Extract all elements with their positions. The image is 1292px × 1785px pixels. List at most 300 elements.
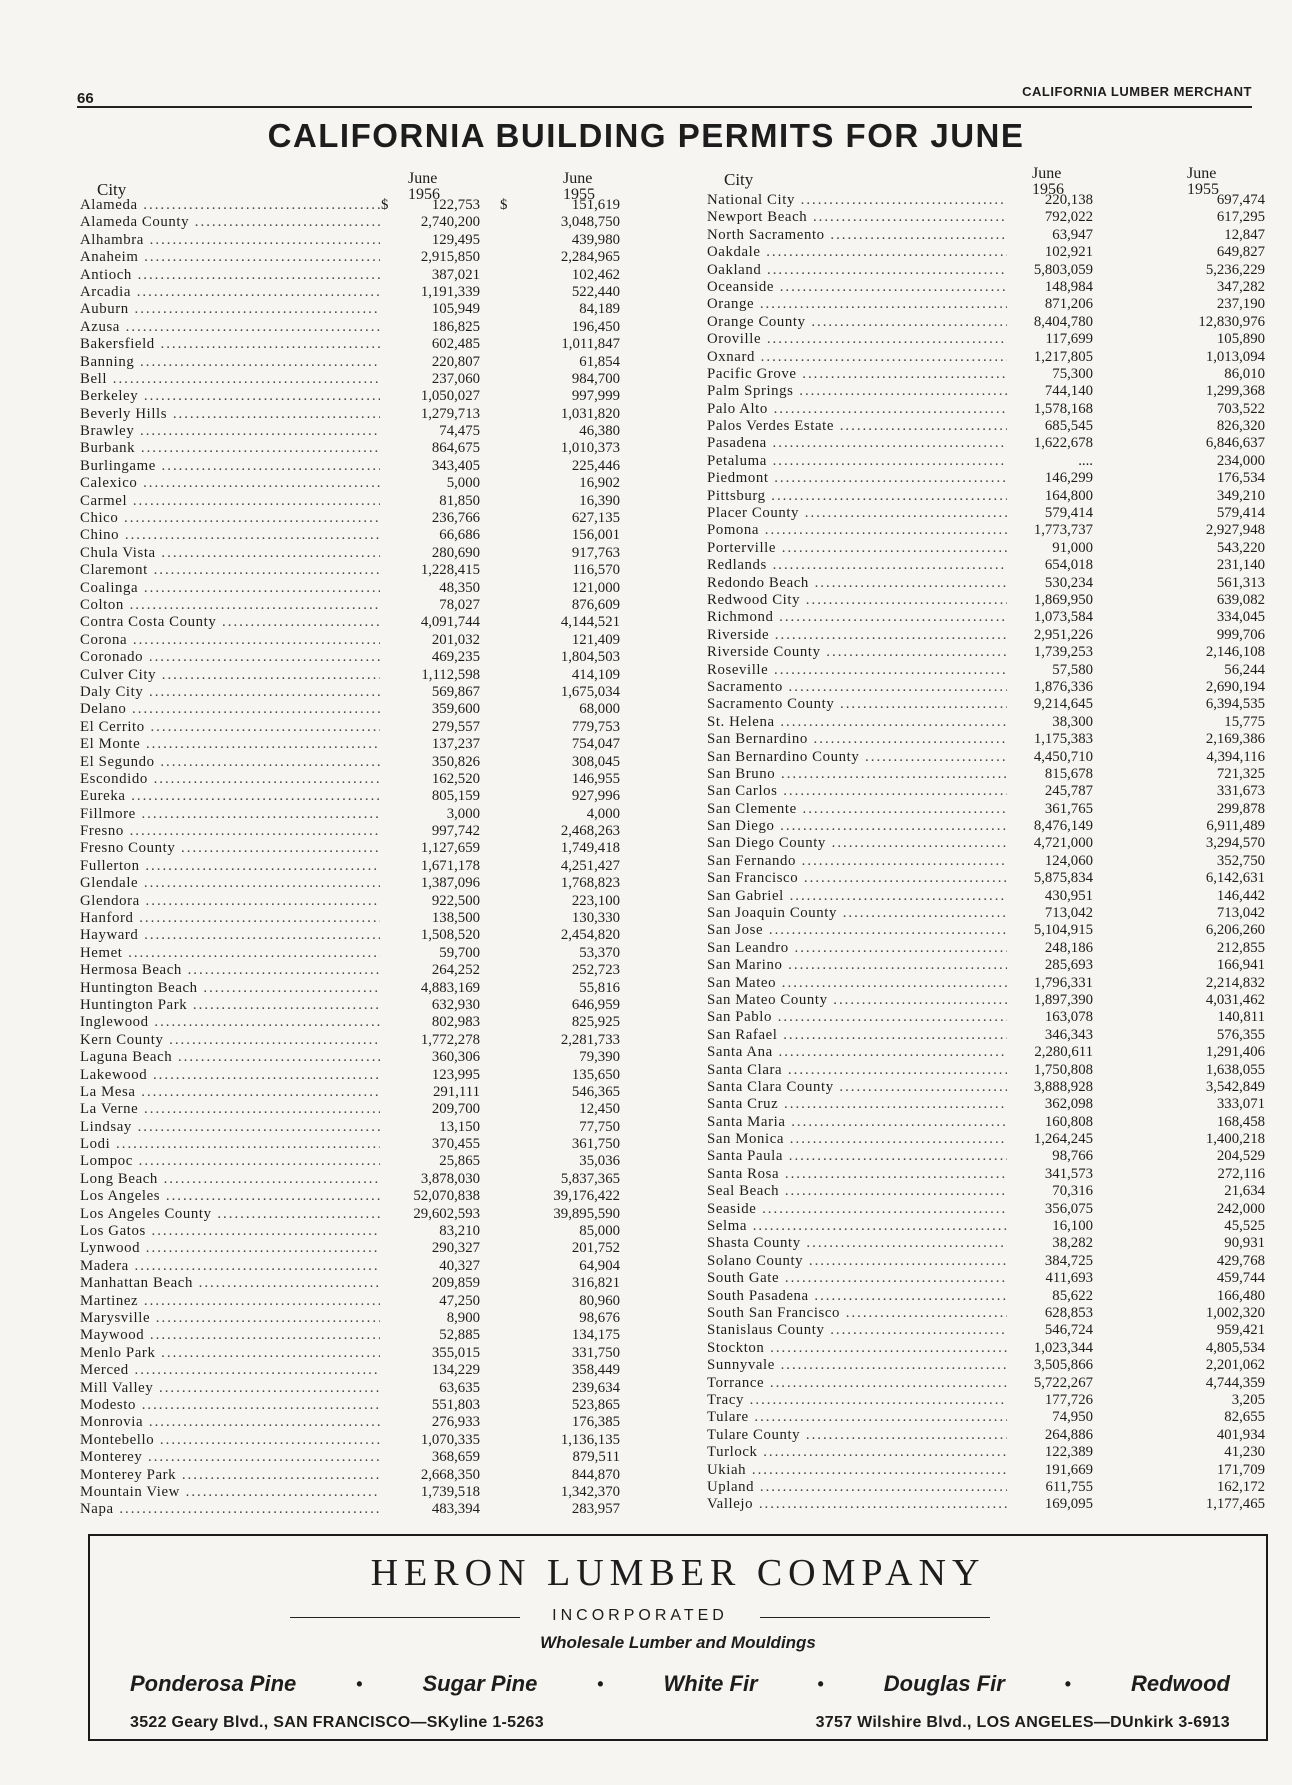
june-1955-value: 3,048,750 bbox=[560, 214, 620, 231]
june-1955-value: 283,957 bbox=[571, 1501, 620, 1518]
june-1955-value: 576,355 bbox=[1216, 1026, 1265, 1043]
city-name: Orange ..... bbox=[707, 296, 1007, 313]
table-row bbox=[707, 679, 1268, 696]
june-1955-value: 231,140 bbox=[1216, 557, 1265, 574]
june-1956-value: 1,772,278 bbox=[420, 1031, 480, 1048]
table-row bbox=[707, 801, 1268, 818]
city-name: Los Angeles County ..... bbox=[80, 1206, 380, 1223]
city-name: Lynwood ..... bbox=[80, 1240, 380, 1257]
city-name: Orange County ..... bbox=[707, 314, 1007, 331]
table-row bbox=[80, 1432, 645, 1449]
table-row bbox=[80, 1362, 645, 1379]
june-1955-value: 825,925 bbox=[571, 1014, 620, 1031]
city-name: Kern County ..... bbox=[80, 1032, 380, 1049]
city-name: San Jose ..... bbox=[707, 922, 1007, 939]
june-1956-value: 1,264,245 bbox=[1033, 1131, 1093, 1148]
table-row bbox=[80, 927, 645, 944]
table-row bbox=[707, 1253, 1268, 1270]
table-row bbox=[707, 1288, 1268, 1305]
city-name: Antioch ..... bbox=[80, 267, 380, 284]
june-1956-value: 628,853 bbox=[1044, 1305, 1093, 1321]
city-name: Oceanside ..... bbox=[707, 279, 1007, 296]
table-row bbox=[80, 1049, 645, 1066]
table-row bbox=[707, 366, 1268, 383]
june-1955-value: 649,827 bbox=[1216, 244, 1265, 261]
june-1955-value: 917,763 bbox=[571, 544, 620, 561]
city-name: San Bernardino ..... bbox=[707, 731, 1007, 748]
june-1955-value: 331,750 bbox=[571, 1344, 620, 1361]
table-row bbox=[80, 597, 645, 614]
table-row bbox=[707, 1201, 1268, 1218]
june-1955-value: 6,142,631 bbox=[1205, 870, 1265, 887]
june-1955-value: 997,999 bbox=[571, 388, 620, 405]
june-1955-value: 361,750 bbox=[571, 1136, 620, 1153]
city-name: South Gate ..... bbox=[707, 1270, 1007, 1287]
table-row bbox=[707, 470, 1268, 487]
june-1955-value: 12,847 bbox=[1224, 226, 1265, 243]
june-1955-value: 151,619 bbox=[571, 197, 620, 213]
city-name: Shasta County ..... bbox=[707, 1235, 1007, 1252]
city-name: Roseville ..... bbox=[707, 662, 1007, 679]
june-1955-value: 171,709 bbox=[1216, 1461, 1265, 1478]
june-1955-value: 239,634 bbox=[571, 1379, 620, 1396]
june-1956-value: 359,600 bbox=[431, 701, 480, 718]
table-row bbox=[80, 1014, 645, 1031]
june-1955-value: 105,890 bbox=[1216, 331, 1265, 348]
table-row bbox=[707, 783, 1268, 800]
june-1955-value: 5,837,365 bbox=[560, 1170, 620, 1187]
june-1955-value: 46,380 bbox=[579, 423, 620, 440]
table-row bbox=[80, 562, 645, 579]
table-row bbox=[707, 331, 1268, 348]
city-name: Alameda ..... bbox=[80, 197, 380, 214]
june-1955-value: 349,210 bbox=[1216, 487, 1265, 504]
table-row bbox=[707, 505, 1268, 522]
table-row bbox=[80, 527, 645, 544]
table-row bbox=[707, 992, 1268, 1009]
june-1955-value: 1,031,820 bbox=[560, 405, 620, 422]
table-body-left bbox=[80, 197, 645, 1519]
june-1956-value: 279,557 bbox=[431, 718, 480, 735]
city-name: San Leandro ..... bbox=[707, 940, 1007, 957]
june-1956-value: 163,078 bbox=[1044, 1009, 1093, 1026]
city-column-header: City bbox=[724, 170, 754, 189]
table-row bbox=[707, 1044, 1268, 1061]
june-1955-value: 401,934 bbox=[1216, 1426, 1265, 1443]
june-1955-value: 2,690,194 bbox=[1205, 678, 1265, 695]
table-row bbox=[80, 858, 645, 875]
city-name: North Sacramento ..... bbox=[707, 227, 1007, 244]
table-row bbox=[80, 1206, 645, 1223]
city-name: South San Francisco ..... bbox=[707, 1305, 1007, 1322]
table-row bbox=[80, 580, 645, 597]
june-1955-value: 1,638,055 bbox=[1205, 1061, 1265, 1078]
table-row bbox=[707, 1462, 1268, 1479]
june-1956-value: 245,787 bbox=[1044, 783, 1093, 800]
june-1955-value: 844,870 bbox=[571, 1466, 620, 1483]
june-1956-value: 430,951 bbox=[1044, 887, 1093, 904]
june-1955-value: 879,511 bbox=[572, 1449, 620, 1466]
june-1955-value: 41,230 bbox=[1224, 1444, 1265, 1461]
june-1956-value: 5,722,267 bbox=[1033, 1374, 1093, 1391]
city-name: Redlands ..... bbox=[707, 557, 1007, 574]
june-1955-value: 959,421 bbox=[1216, 1322, 1265, 1339]
city-name: Eureka ..... bbox=[80, 788, 380, 805]
table-row bbox=[80, 1467, 645, 1484]
city-name: Inglewood ..... bbox=[80, 1014, 380, 1031]
june-1956-value: 29,602,593 bbox=[413, 1205, 480, 1222]
june-1955-value: 35,036 bbox=[579, 1153, 620, 1170]
city-name: San Fernando ..... bbox=[707, 853, 1007, 870]
city-name: Stockton ..... bbox=[707, 1340, 1007, 1357]
table-header bbox=[80, 170, 645, 203]
june-1955-value: 4,394,116 bbox=[1206, 748, 1265, 765]
june-1955-value: 352,750 bbox=[1216, 852, 1265, 869]
city-name: Upland ..... bbox=[707, 1479, 1007, 1496]
table-row bbox=[80, 1067, 645, 1084]
city-name: Manhattan Beach ..... bbox=[80, 1275, 380, 1292]
city-name: Pasadena ..... bbox=[707, 435, 1007, 452]
june-1956-value: 201,032 bbox=[431, 631, 480, 648]
june-1955-value: 56,244 bbox=[1224, 661, 1265, 678]
june-1955-value: 984,700 bbox=[571, 370, 620, 387]
table-row bbox=[80, 997, 645, 1014]
june-1956-value: 1,796,331 bbox=[1033, 974, 1093, 991]
june-1955-value: 2,169,386 bbox=[1205, 731, 1265, 748]
city-name: Santa Rosa ..... bbox=[707, 1166, 1007, 1183]
table-row bbox=[80, 1258, 645, 1275]
table-row bbox=[80, 1223, 645, 1240]
june-1956-value: 1,023,344 bbox=[1033, 1339, 1093, 1356]
table-row bbox=[707, 296, 1268, 313]
city-name: Hermosa Beach ..... bbox=[80, 962, 380, 979]
table-row bbox=[80, 1414, 645, 1431]
city-name: Beverly Hills ..... bbox=[80, 406, 380, 423]
table-row bbox=[80, 788, 645, 805]
june-1956-value: 1,622,678 bbox=[1033, 435, 1093, 452]
june-1956-value: 1,070,335 bbox=[420, 1431, 480, 1448]
june-1956-value: 9,214,645 bbox=[1033, 696, 1093, 713]
june-1956-value: 411,693 bbox=[1045, 1270, 1093, 1287]
june-1955-value: 697,474 bbox=[1216, 192, 1265, 208]
running-head: CALIFORNIA LUMBER MERCHANT bbox=[1022, 84, 1252, 99]
table-row bbox=[707, 1079, 1268, 1096]
table-row bbox=[80, 545, 645, 562]
city-name: Burbank ..... bbox=[80, 440, 380, 457]
june-1955-value: 1,749,418 bbox=[560, 840, 620, 857]
city-name: Ukiah ..... bbox=[707, 1462, 1007, 1479]
june-1956-value: 102,921 bbox=[1044, 244, 1093, 261]
table-row bbox=[80, 649, 645, 666]
city-name: Mountain View ..... bbox=[80, 1484, 380, 1501]
june-1955-value: 6,206,260 bbox=[1205, 922, 1265, 939]
city-name: La Mesa ..... bbox=[80, 1084, 380, 1101]
city-name: Contra Costa County ..... bbox=[80, 614, 380, 631]
city-name: Pomona ..... bbox=[707, 522, 1007, 539]
city-name: Santa Clara ..... bbox=[707, 1062, 1007, 1079]
june-1955-value: 754,047 bbox=[571, 736, 620, 753]
june-1956-value: 83,210 bbox=[439, 1223, 480, 1240]
city-name: Fillmore ..... bbox=[80, 806, 380, 823]
ad-incorporated: INCORPORATED bbox=[552, 1607, 728, 1624]
bullet-icon: • bbox=[597, 1673, 604, 1694]
table-row bbox=[80, 667, 645, 684]
june-1955-value: 146,955 bbox=[571, 770, 620, 787]
table-row bbox=[707, 262, 1268, 279]
table-row bbox=[80, 910, 645, 927]
city-name: Piedmont ..... bbox=[707, 470, 1007, 487]
june-1956-value: 805,159 bbox=[431, 788, 480, 805]
table-row bbox=[80, 406, 645, 423]
june-1955-value: 646,959 bbox=[571, 996, 620, 1013]
june-1955-value: 1,011,847 bbox=[561, 336, 620, 353]
table-row bbox=[707, 314, 1268, 331]
june-1955-value: 414,109 bbox=[571, 666, 620, 683]
june-1956-value: 1,773,737 bbox=[1033, 522, 1093, 539]
table-row bbox=[80, 1188, 645, 1205]
june-1956-value: 469,235 bbox=[431, 649, 480, 666]
june-1955-value: 166,480 bbox=[1216, 1287, 1265, 1304]
june-1956-value: 1,191,339 bbox=[420, 283, 480, 300]
june-1955-value: 1,342,370 bbox=[560, 1483, 620, 1500]
city-name: Martinez ..... bbox=[80, 1293, 380, 1310]
table-row bbox=[80, 893, 645, 910]
table-row bbox=[707, 488, 1268, 505]
city-name: Hayward ..... bbox=[80, 927, 380, 944]
table-row bbox=[707, 766, 1268, 783]
table-row bbox=[80, 1032, 645, 1049]
city-name: Colton ..... bbox=[80, 597, 380, 614]
table-row bbox=[80, 945, 645, 962]
city-name: Claremont ..... bbox=[80, 562, 380, 579]
june-1956-value: 59,700 bbox=[439, 944, 480, 961]
june-1955-value: 347,282 bbox=[1216, 278, 1265, 295]
june-1956-value: 122,389 bbox=[1044, 1444, 1093, 1461]
table-row bbox=[707, 957, 1268, 974]
june-1955-value: 252,723 bbox=[571, 962, 620, 979]
june-1956-value: 4,883,169 bbox=[420, 979, 480, 996]
city-name: Riverside County ..... bbox=[707, 644, 1007, 661]
june-1955-value: 146,442 bbox=[1216, 887, 1265, 904]
table-row bbox=[707, 1183, 1268, 1200]
city-name: Calexico ..... bbox=[80, 475, 380, 492]
table-row bbox=[707, 227, 1268, 244]
june-1956-value: 1,279,713 bbox=[420, 405, 480, 422]
ad-incorporated-row bbox=[290, 1607, 990, 1627]
june-1955-value: 45,525 bbox=[1224, 1218, 1265, 1235]
june-1956-value: 356,075 bbox=[1044, 1200, 1093, 1217]
june-1956-value: 997,742 bbox=[431, 823, 480, 840]
city-name: Alhambra ..... bbox=[80, 232, 380, 249]
city-name: Lodi ..... bbox=[80, 1136, 380, 1153]
city-name: Palm Springs ..... bbox=[707, 383, 1007, 400]
table-row bbox=[80, 440, 645, 457]
june-1956-value: 632,930 bbox=[431, 996, 480, 1013]
city-name: Marysville ..... bbox=[80, 1310, 380, 1327]
june-1956-value: 611,755 bbox=[1045, 1478, 1093, 1495]
june-1955-value: 201,752 bbox=[571, 1240, 620, 1257]
june-1956-value: 3,000 bbox=[446, 805, 480, 822]
city-name: Oakdale ..... bbox=[707, 244, 1007, 261]
june-1955-value: 617,295 bbox=[1216, 209, 1265, 226]
table-row bbox=[80, 1171, 645, 1188]
address-san-francisco: 3522 Geary Blvd., SAN FRANCISCO—SKyline 1-5263 bbox=[130, 1714, 544, 1731]
june-1955-value: 2,201,062 bbox=[1205, 1357, 1265, 1374]
june-1956-value: 5,104,915 bbox=[1033, 922, 1093, 939]
city-name: El Monte ..... bbox=[80, 736, 380, 753]
june-1956-value: 3,878,030 bbox=[420, 1170, 480, 1187]
june-1955-value: 16,902 bbox=[579, 475, 620, 492]
june-1955-value: 21,634 bbox=[1224, 1183, 1265, 1200]
table-row bbox=[707, 627, 1268, 644]
june-1955-value: 212,855 bbox=[1216, 939, 1265, 956]
june-1955-value: 826,320 bbox=[1216, 418, 1265, 435]
june-1956-value: 370,455 bbox=[431, 1136, 480, 1153]
city-name: San Carlos ..... bbox=[707, 783, 1007, 800]
june-1955-value: 2,468,263 bbox=[560, 823, 620, 840]
city-name: Santa Cruz ..... bbox=[707, 1096, 1007, 1113]
city-name: Petaluma ..... bbox=[707, 453, 1007, 470]
table-row bbox=[707, 1096, 1268, 1113]
june-1956-value: 25,865 bbox=[439, 1153, 480, 1170]
city-name: San Monica ..... bbox=[707, 1131, 1007, 1148]
city-name: San Pablo ..... bbox=[707, 1009, 1007, 1026]
city-name: Anaheim ..... bbox=[80, 249, 380, 266]
june-1955-value: 130,330 bbox=[571, 910, 620, 927]
city-name: San Gabriel ..... bbox=[707, 888, 1007, 905]
city-name: San Bernardino County ..... bbox=[707, 749, 1007, 766]
city-name: San Marino ..... bbox=[707, 957, 1007, 974]
city-name: Maywood ..... bbox=[80, 1327, 380, 1344]
june-1956-value: 52,070,838 bbox=[413, 1188, 480, 1205]
june-1955-value: 316,821 bbox=[571, 1275, 620, 1292]
june-1956-value: 551,803 bbox=[431, 1396, 480, 1413]
table-row bbox=[707, 749, 1268, 766]
city-name: Lindsay ..... bbox=[80, 1119, 380, 1136]
table-row bbox=[707, 1009, 1268, 1026]
city-name: Escondido ..... bbox=[80, 771, 380, 788]
june-1955-value: 176,385 bbox=[571, 1414, 620, 1431]
june-1956-value: 169,095 bbox=[1044, 1496, 1093, 1513]
city-name: San Joaquin County ..... bbox=[707, 905, 1007, 922]
city-name: Santa Clara County ..... bbox=[707, 1079, 1007, 1096]
june-1956-value: 38,282 bbox=[1052, 1235, 1093, 1252]
ad-company-name: HERON LUMBER COMPANY bbox=[370, 1552, 986, 1594]
june-1955-value: 927,996 bbox=[571, 788, 620, 805]
june-1955-value: 334,045 bbox=[1216, 609, 1265, 626]
city-name: Santa Paula ..... bbox=[707, 1148, 1007, 1165]
june-1956-value: 1,073,584 bbox=[1033, 609, 1093, 626]
june-1955-value: 121,000 bbox=[571, 579, 620, 596]
june-1956-value: 1,578,168 bbox=[1033, 400, 1093, 417]
june-1955-value: 234,000 bbox=[1216, 452, 1265, 469]
table-row bbox=[80, 1119, 645, 1136]
city-name: San Diego County ..... bbox=[707, 835, 1007, 852]
city-name: Banning ..... bbox=[80, 354, 380, 371]
city-name: Redwood City ..... bbox=[707, 592, 1007, 609]
table-row bbox=[707, 1218, 1268, 1235]
table-row bbox=[80, 875, 645, 892]
june-1956-value: 5,803,059 bbox=[1033, 261, 1093, 278]
city-name: Alameda County ..... bbox=[80, 214, 380, 231]
june-1955-value: 135,650 bbox=[571, 1066, 620, 1083]
june-1956-value: 685,545 bbox=[1044, 418, 1093, 435]
june-1955-value: 6,911,489 bbox=[1206, 818, 1265, 835]
table-row bbox=[80, 1501, 645, 1518]
june-1955-value: 86,010 bbox=[1224, 365, 1265, 382]
june-1956-value: 220,807 bbox=[431, 353, 480, 370]
city-name: Sacramento ..... bbox=[707, 679, 1007, 696]
city-name: Montebello ..... bbox=[80, 1432, 380, 1449]
table-row bbox=[80, 754, 645, 771]
june-1955-value: 1,804,503 bbox=[560, 649, 620, 666]
table-row bbox=[707, 522, 1268, 539]
june-1956-value: 569,867 bbox=[431, 683, 480, 700]
june-1956-value: 291,111 bbox=[433, 1083, 480, 1100]
ad-species-list bbox=[130, 1671, 1230, 1697]
june-1955-value: 3,542,849 bbox=[1205, 1078, 1265, 1095]
species-sugar-pine: Sugar Pine bbox=[422, 1671, 538, 1696]
june-1955-value: 308,045 bbox=[571, 753, 620, 770]
june-1956-value: 16,100 bbox=[1052, 1218, 1093, 1235]
city-name: Monterey ..... bbox=[80, 1449, 380, 1466]
city-name: Mill Valley ..... bbox=[80, 1380, 380, 1397]
city-name: Chico ..... bbox=[80, 510, 380, 527]
table-row bbox=[80, 823, 645, 840]
table-row bbox=[80, 614, 645, 631]
june-1955-value: 1,675,034 bbox=[560, 683, 620, 700]
table-row bbox=[707, 435, 1268, 452]
june-1956-value: 290,327 bbox=[431, 1240, 480, 1257]
june-1956-value: 602,485 bbox=[431, 336, 480, 353]
city-name: Richmond ..... bbox=[707, 609, 1007, 626]
june-1956-value: 792,022 bbox=[1044, 209, 1093, 226]
june-1956-header: June 1956 bbox=[408, 170, 440, 203]
city-name: San Clemente ..... bbox=[707, 801, 1007, 818]
table-row bbox=[80, 1484, 645, 1501]
table-row bbox=[707, 870, 1268, 887]
table-row bbox=[707, 922, 1268, 939]
table-row bbox=[80, 336, 645, 353]
june-1955-value: 196,450 bbox=[571, 318, 620, 335]
city-name: Chula Vista ..... bbox=[80, 545, 380, 562]
june-1956-value: 74,475 bbox=[439, 423, 480, 440]
june-1955-value: 80,960 bbox=[579, 1292, 620, 1309]
table-row bbox=[80, 475, 645, 492]
ad-addresses bbox=[130, 1714, 1230, 1732]
june-1955-value: 2,454,820 bbox=[560, 927, 620, 944]
table-row bbox=[707, 609, 1268, 626]
city-name: Oxnard ..... bbox=[707, 349, 1007, 366]
june-1955-value: 1,299,368 bbox=[1205, 383, 1265, 400]
june-1956-value: 220,138 bbox=[1044, 192, 1093, 208]
city-name: Brawley ..... bbox=[80, 423, 380, 440]
june-1956-value: 360,306 bbox=[431, 1049, 480, 1066]
table-row bbox=[80, 319, 645, 336]
permits-table-left bbox=[80, 170, 645, 1519]
table-row bbox=[707, 1409, 1268, 1426]
table-row bbox=[707, 1235, 1268, 1252]
june-1956-value: 3,888,928 bbox=[1033, 1078, 1093, 1095]
city-name: Berkeley ..... bbox=[80, 388, 380, 405]
table-row bbox=[80, 701, 645, 718]
june-1956-value: 8,476,149 bbox=[1033, 818, 1093, 835]
table-row bbox=[80, 458, 645, 475]
june-1956-value: 4,721,000 bbox=[1033, 835, 1093, 852]
table-row bbox=[707, 192, 1268, 209]
species-redwood: Redwood bbox=[1130, 1671, 1230, 1696]
city-name: Bakersfield ..... bbox=[80, 336, 380, 353]
